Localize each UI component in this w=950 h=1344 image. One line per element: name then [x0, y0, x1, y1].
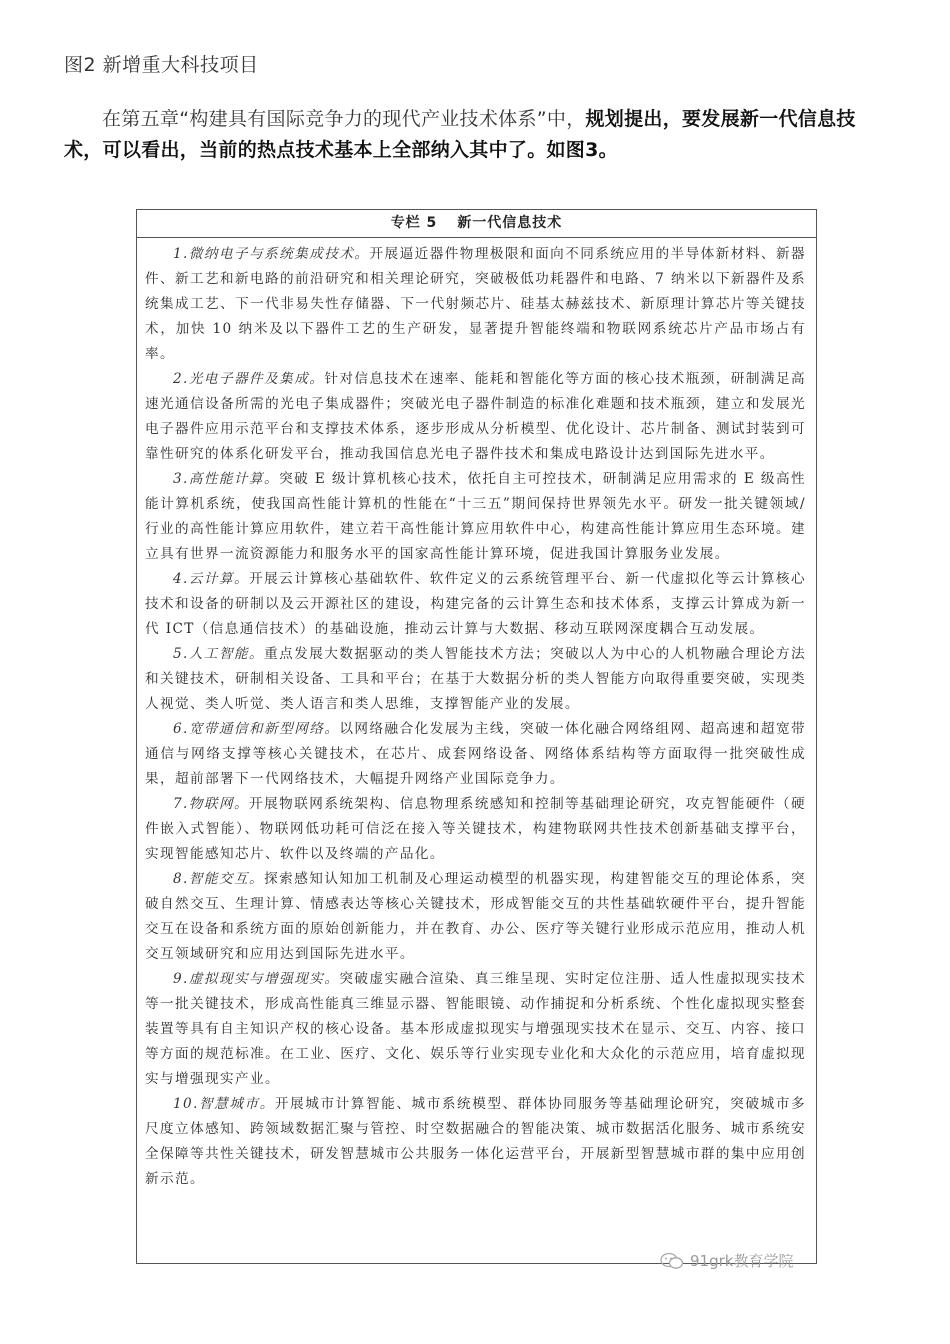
- list-item: [145, 867, 806, 967]
- wechat-icon: [660, 1252, 684, 1270]
- list-item: [145, 367, 806, 467]
- box-title: [137, 210, 816, 238]
- item-body: 开展逼近器件物理极限和面向不同系统应用的半导体新材料、新器件、新工艺和新电路的前沿研究和相关理论研究，突破极低功耗器件和电路、7 纳米以下新器件及系统集成工艺、下一代非易失性存储器、下一代射频芯片、硅基太赫兹技术、新原理计算芯片等关键技术，加快 10 纳米及以下器件工艺的生产研发，显著提升智能终端和物联网系统芯片产品市场占有率。: [145, 246, 806, 362]
- item-body: 针对信息技术在速率、能耗和智能化等方面的核心技术瓶颈，研制满足高速光通信设备所需的光电子集成器件；突破光电子器件制造的标准化难题和技术瓶颈，建立和发展光电子器件应用示范平台和支撑技术体系，逐步形成从分析模型、优化设计、芯片制备、测试封装到可靠性研究的体系化研发平台，推动我国信息光电子器件技术和集成电路设计达到国际先进水平。: [145, 371, 806, 462]
- item-heading: 2.光电子器件及集成。: [173, 371, 325, 387]
- item-heading: 4.云计算。: [173, 571, 250, 587]
- item-body: 开展云计算核心基础软件、软件定义的云系统管理平台、新一代虚拟化等云计算核心技术和设备的研制以及云开源社区的建设，构建完备的云计算生态和技术体系，支撑云计算成为新一代 ICT（信息通信技术）的基础设施，推动云计算与大数据、移动互联网深度耦合互动发展。: [145, 571, 806, 637]
- item-heading: 6.宽带通信和新型网络。: [173, 721, 340, 737]
- item-heading: 7.物联网。: [173, 796, 250, 812]
- list-item: [145, 717, 806, 792]
- item-body: 探索感知认知加工机制及心理运动模型的机器实现，构建智能交互的理论体系，突破自然交互、生理计算、情感表达等核心关键技术，形成智能交互的共性基础软硬件平台，提升智能交互在设备和系统方面的原始创新能力，并在教育、办公、医疗等关键行业形成示范应用，推动人机交互领域研究和应用达到国际先进水平。: [145, 871, 806, 962]
- item-body: 以网络融合化发展为主线，突破一体化融合网络组网、超高速和超宽带通信与网络支撑等核心关键技术，在芯片、成套网络设备、网络体系结构等方面取得一批突破性成果，超前部署下一代网络技术，大幅提升网络产业国际竞争力。: [145, 721, 806, 787]
- item-heading: 1.微纳电子与系统集成技术。: [173, 246, 370, 262]
- list-item: [145, 642, 806, 717]
- list-item: [145, 567, 806, 642]
- item-heading: 3.高性能计算。: [173, 471, 280, 487]
- item-body: 突破虚实融合渲染、真三维呈现、实时定位注册、适人性虚拟现实技术等一批关键技术，形成高性能真三维显示器、智能眼镜、动作捕捉和分析系统、个性化虚拟现实整套装置等具有自主知识产权的核心设备。基本形成虚拟现实与增强现实技术在显示、交互、内容、接口等方面的规范标准。在工业、医疗、文化、娱乐等行业实现专业化和大众化的示范应用，培育虚拟现实与增强现实产业。: [145, 971, 806, 1087]
- figure-caption: 图2 新增重大科技项目: [64, 54, 259, 76]
- item-heading: 10.智慧城市。: [173, 1096, 275, 1112]
- item-body: 重点发展大数据驱动的类人智能技术方法；突破以人为中心的人机物融合理论方法和关键技术，研制相关设备、工具和平台；在基于大数据分析的类人智能方向取得重要突破，实现类人视觉、类人听觉、类人语言和类人思维，支撑智能产业的发展。: [145, 646, 806, 712]
- item-heading: 9.虚拟现实与增强现实。: [173, 971, 340, 987]
- intro-paragraph: [64, 104, 890, 166]
- list-item: [145, 967, 806, 1092]
- box-items: [137, 238, 816, 1192]
- list-item: [145, 242, 806, 367]
- list-item: [145, 467, 806, 567]
- list-item: [145, 1092, 806, 1192]
- item-body: 开展城市计算智能、城市系统模型、群体协同服务等基础理论研究，突破城市多尺度立体感知、跨领域数据汇聚与管控、时空数据融合的智能决策、城市数据活化服务、城市系统安全保障等共性关键技术，研发智慧城市公共服务一体化运营平台，开展新型智慧城市群的集中应用创新示范。: [145, 1096, 806, 1187]
- intro-normal-text: 在第五章“构建具有国际竞争力的现代产业技术体系”中，: [102, 108, 586, 130]
- box-title-number: 专栏 5: [390, 215, 438, 231]
- intro-bold-text: 规划提出，要发展新一代信息技术，可以看出，当前的热点技术基本上全部纳入其中了。如图3。: [64, 108, 856, 161]
- watermark-text: 91grk教育学院: [690, 1252, 794, 1270]
- column-box: [136, 209, 817, 1264]
- item-body: 突破 E 级计算机核心技术，依托自主可控技术，研制满足应用需求的 E 级高性能计算机系统，使我国高性能计算机的性能在“十三五”期间保持世界领先水平。研发一批关键领域/行业的高性能计算应用软件，建立若干高性能计算应用软件中心，构建高性能计算应用生态环境。建立具有世界一流资源能力和服务水平的国家高性能计算环境，促进我国计算服务业发展。: [145, 471, 807, 562]
- item-heading: 8.智能交互。: [173, 871, 265, 887]
- item-heading: 5.人工智能。: [173, 646, 265, 662]
- watermark: [660, 1250, 793, 1271]
- box-title-text: 新一代信息技术: [457, 215, 563, 231]
- item-body: 开展物联网系统架构、信息物理系统感知和控制等基础理论研究，攻克智能硬件（硬件嵌入式智能）、物联网低功耗可信泛在接入等关键技术，构建物联网共性技术创新基础支撑平台，实现智能感知芯片、软件以及终端的产品化。: [145, 796, 806, 862]
- list-item: [145, 792, 806, 867]
